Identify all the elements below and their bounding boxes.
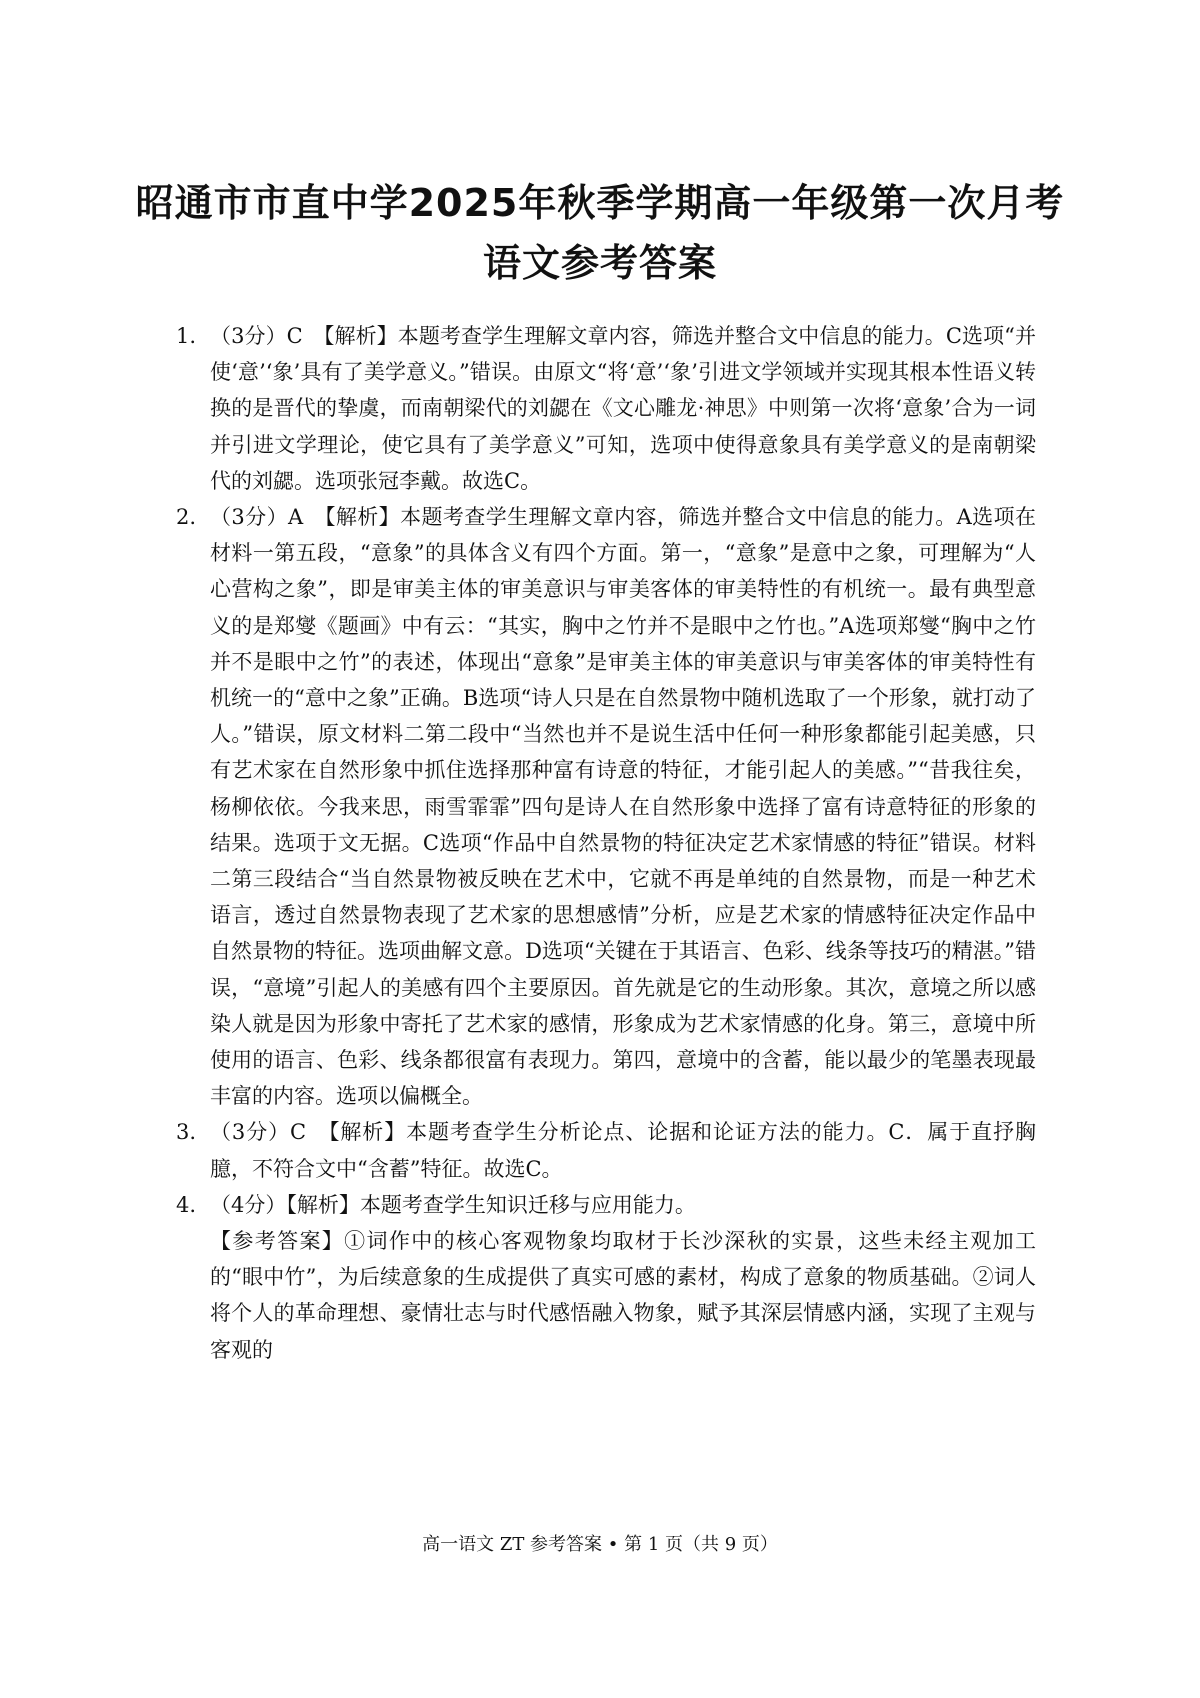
question-1-answer (176, 318, 1036, 499)
question-3-answer (176, 1114, 1036, 1186)
question-answer-text: （3分）C 【解析】本题考查学生理解文章内容，筛选并整合文中信息的能力。C选项“并使‘意’‘象’具有了美学意义。”错误。由原文“将‘意’‘象’引进文学领域并实现其根本性语义转换的是晋代的挚虞，而南朝梁代的刘勰在《文心雕龙·神思》中则第一次将‘意象’合为一词并引进文学理论，使它具有了美学意义”可知，选项中使得意象具有美学意义的是南朝梁代的刘勰。选项张冠李戴。故选C。 (210, 324, 1036, 493)
question-number: 3. (176, 1120, 197, 1145)
question-answer-text: （3分）A 【解析】本题考查学生理解文章内容，筛选并整合文中信息的能力。A选项在材料一第五段，“意象”的具体含义有四个方面。第一，“意象”是意中之象，可理解为“人心营构之象”，即是审美主体的审美意识与审美客体的审美特性的有机统一。最有典型意义的是郑燮《题画》中有云：“其实，胸中之竹并不是眼中之竹也。”A选项郑燮“胸中之竹并不是眼中之竹”的表述，体现出“意象”是审美主体的审美意识与审美客体的审美特性有机统一的“意中之象”正确。B选项“诗人只是在自然景物中随机选取了一个形象，就打动了人。”错误，原文材料二第二段中“当然也并不是说生活中任何一种形象都能引起美感，只有艺术家在自然形象中抓住选择那种富有诗意的特征，才能引起人的美感。”“昔我往矣，杨柳依依。今我来思，雨雪霏霏”四句是诗人在自然形象中选择了富有诗意特征的形象的结果。选项于文无据。C选项“作品中自然景物的特征决定艺术家情感的特征”错误。材料二第三段结合“当自然景物被反映在艺术中，它就不再是单纯的自然景物，而是一种艺术语言，透过自然景物表现了艺术家的思想感情”分析，应是艺术家的情感特征决定作品中自然景物的特征。选项曲解文意。D选项“关键在于其语言、色彩、线条等技巧的精湛。”错误，“意境”引起人的美感有四个主要原因。首先就是它的生动形象。其次，意境之所以感染人就是因为形象中寄托了艺术家的感情，形象成为艺术家情感的化身。第三，意境中所使用的语言、色彩、线条都很富有表现力。第四，意境中的含蓄，能以最少的笔墨表现最丰富的内容。选项以偏概全。 (210, 505, 1036, 1109)
question-answer-text: （4分）【解析】本题考查学生知识迁移与应用能力。 (210, 1192, 696, 1217)
question-number: 1. (176, 324, 197, 348)
question-4-answer (176, 1187, 1036, 1223)
page-footer: 高一语文 ZT 参考答案 • 第 1 页（共 9 页） (422, 1534, 778, 1555)
document-title-line-1: 昭通市市直中学2025年秋季学期高一年级第一次月考 (135, 181, 1065, 225)
question-number: 2. (176, 505, 197, 530)
reference-answer-4: 【参考答案】①词作中的核心客观物象均取材于长沙深秋的实景，这些未经主观加工的“眼中竹”，为后续意象的生成提供了真实可感的素材，构成了意象的物质基础。②词人将个人的革命理想、豪情壮志与时代感悟融入物象，赋予其深层情感内涵，实现了主观与客观的 (210, 1229, 1036, 1362)
question-number: 4. (176, 1192, 197, 1217)
answer-content (176, 318, 1036, 1368)
question-answer-text: （3分）C 【解析】本题考查学生分析论点、论据和论证方法的能力。C．属于直抒胸臆，不符合文中“含蓄”特征。故选C。 (210, 1120, 1036, 1181)
document-title-line-2: 语文参考答案 (482, 241, 717, 285)
question-2-answer (176, 499, 1036, 1114)
